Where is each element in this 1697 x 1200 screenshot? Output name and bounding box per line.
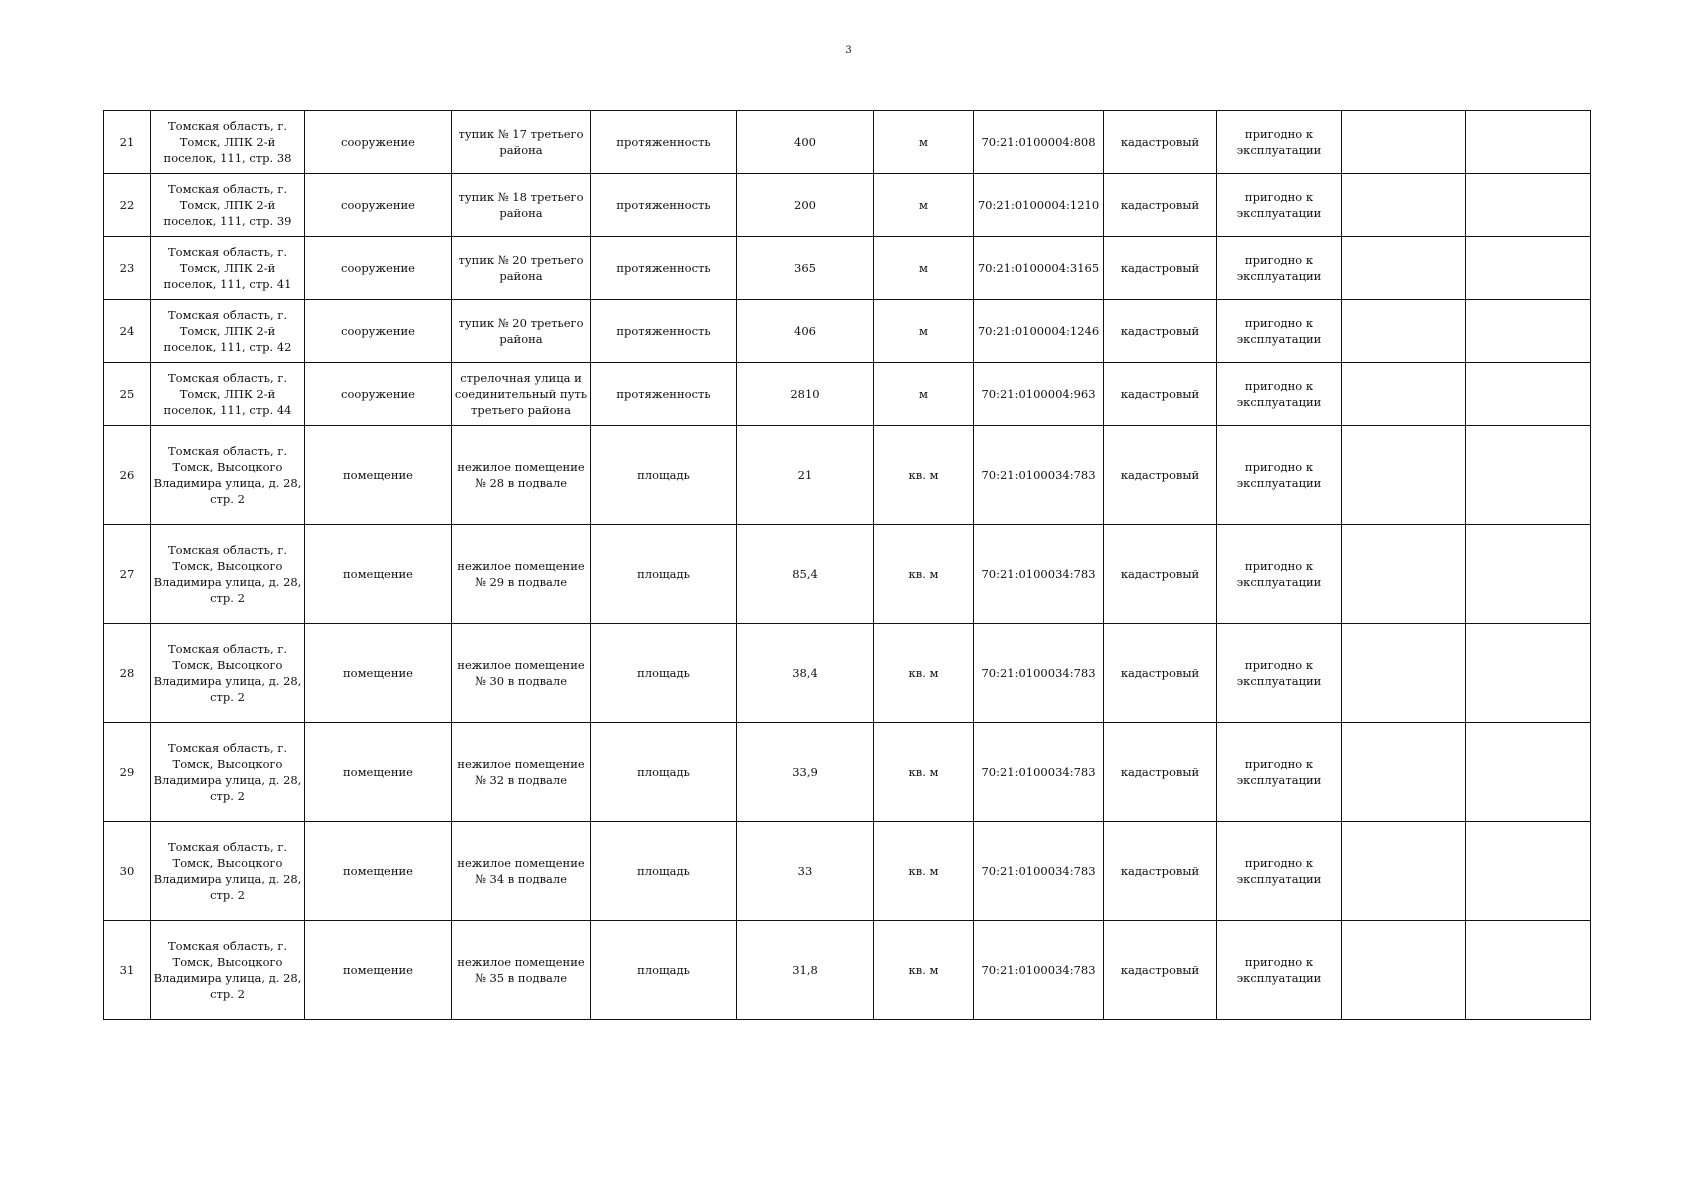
cell-address: Томская область, г. Томск, ЛПК 2-й поселок, 111, стр. 42 — [151, 300, 305, 363]
table-row — [104, 174, 1591, 237]
cell-object-name: нежилое помещение № 35 в подвале — [452, 921, 591, 1020]
cell-row-number: 24 — [104, 300, 151, 363]
cell-empty-1 — [1342, 525, 1466, 624]
cell-unit: кв. м — [874, 723, 974, 822]
cell-parameter: площадь — [591, 624, 737, 723]
cell-address: Томская область, г. Томск, Высоцкого Владимира улица, д. 28, стр. 2 — [151, 426, 305, 525]
cell-unit: м — [874, 363, 974, 426]
cell-number-type: кадастровый — [1104, 363, 1217, 426]
cell-parameter: протяженность — [591, 174, 737, 237]
cell-condition: пригодно к эксплуатации — [1217, 426, 1342, 525]
cell-object-name: стрелочная улица и соединительный путь третьего района — [452, 363, 591, 426]
cell-cadastral-number: 70:21:0100004:1246 — [974, 300, 1104, 363]
cell-condition: пригодно к эксплуатации — [1217, 624, 1342, 723]
cell-unit: кв. м — [874, 426, 974, 525]
cell-parameter: протяженность — [591, 300, 737, 363]
cell-address: Томская область, г. Томск, Высоцкого Владимира улица, д. 28, стр. 2 — [151, 624, 305, 723]
cell-number-type: кадастровый — [1104, 624, 1217, 723]
cell-object-type: помещение — [305, 624, 452, 723]
property-registry-table — [103, 110, 1591, 1020]
cell-cadastral-number: 70:21:0100034:783 — [974, 525, 1104, 624]
page-number: 3 — [845, 45, 852, 56]
cell-object-type: сооружение — [305, 237, 452, 300]
cell-empty-2 — [1466, 237, 1591, 300]
cell-address: Томская область, г. Томск, ЛПК 2-й поселок, 111, стр. 41 — [151, 237, 305, 300]
cell-object-name: тупик № 18 третьего района — [452, 174, 591, 237]
cell-cadastral-number: 70:21:0100034:783 — [974, 822, 1104, 921]
cell-number-type: кадастровый — [1104, 426, 1217, 525]
cell-object-name: тупик № 20 третьего района — [452, 300, 591, 363]
cell-row-number: 30 — [104, 822, 151, 921]
cell-value: 400 — [737, 111, 874, 174]
cell-row-number: 22 — [104, 174, 151, 237]
cell-number-type: кадастровый — [1104, 822, 1217, 921]
cell-cadastral-number: 70:21:0100004:808 — [974, 111, 1104, 174]
cell-empty-2 — [1466, 624, 1591, 723]
cell-address: Томская область, г. Томск, ЛПК 2-й поселок, 111, стр. 38 — [151, 111, 305, 174]
cell-number-type: кадастровый — [1104, 525, 1217, 624]
cell-empty-2 — [1466, 363, 1591, 426]
cell-parameter: протяженность — [591, 237, 737, 300]
cell-value: 33 — [737, 822, 874, 921]
cell-address: Томская область, г. Томск, ЛПК 2-й поселок, 111, стр. 39 — [151, 174, 305, 237]
cell-empty-1 — [1342, 300, 1466, 363]
cell-address: Томская область, г. Томск, Высоцкого Владимира улица, д. 28, стр. 2 — [151, 525, 305, 624]
cell-object-type: помещение — [305, 426, 452, 525]
cell-unit: м — [874, 300, 974, 363]
cell-object-name: нежилое помещение № 29 в подвале — [452, 525, 591, 624]
cell-empty-2 — [1466, 921, 1591, 1020]
cell-value: 200 — [737, 174, 874, 237]
cell-row-number: 23 — [104, 237, 151, 300]
cell-object-name: нежилое помещение № 32 в подвале — [452, 723, 591, 822]
table-row — [104, 300, 1591, 363]
cell-cadastral-number: 70:21:0100034:783 — [974, 426, 1104, 525]
cell-object-type: помещение — [305, 822, 452, 921]
table-row — [104, 822, 1591, 921]
cell-row-number: 29 — [104, 723, 151, 822]
cell-parameter: площадь — [591, 426, 737, 525]
table-row — [104, 624, 1591, 723]
cell-value: 85,4 — [737, 525, 874, 624]
cell-value: 31,8 — [737, 921, 874, 1020]
cell-cadastral-number: 70:21:0100034:783 — [974, 723, 1104, 822]
cell-condition: пригодно к эксплуатации — [1217, 921, 1342, 1020]
cell-parameter: протяженность — [591, 111, 737, 174]
cell-condition: пригодно к эксплуатации — [1217, 822, 1342, 921]
cell-empty-2 — [1466, 111, 1591, 174]
cell-unit: м — [874, 174, 974, 237]
cell-unit: м — [874, 111, 974, 174]
cell-empty-1 — [1342, 426, 1466, 525]
cell-cadastral-number: 70:21:0100034:783 — [974, 624, 1104, 723]
cell-parameter: площадь — [591, 921, 737, 1020]
cell-object-type: помещение — [305, 921, 452, 1020]
cell-cadastral-number: 70:21:0100004:3165 — [974, 237, 1104, 300]
cell-empty-1 — [1342, 363, 1466, 426]
table-body — [104, 111, 1591, 1020]
cell-number-type: кадастровый — [1104, 921, 1217, 1020]
cell-unit: кв. м — [874, 822, 974, 921]
cell-row-number: 26 — [104, 426, 151, 525]
cell-empty-1 — [1342, 822, 1466, 921]
cell-object-name: тупик № 17 третьего района — [452, 111, 591, 174]
cell-object-name: нежилое помещение № 28 в подвале — [452, 426, 591, 525]
cell-number-type: кадастровый — [1104, 174, 1217, 237]
cell-empty-1 — [1342, 624, 1466, 723]
cell-empty-2 — [1466, 525, 1591, 624]
cell-object-name: нежилое помещение № 30 в подвале — [452, 624, 591, 723]
cell-unit: м — [874, 237, 974, 300]
cell-address: Томская область, г. Томск, Высоцкого Владимира улица, д. 28, стр. 2 — [151, 822, 305, 921]
cell-condition: пригодно к эксплуатации — [1217, 525, 1342, 624]
cell-number-type: кадастровый — [1104, 237, 1217, 300]
cell-condition: пригодно к эксплуатации — [1217, 174, 1342, 237]
cell-object-name: тупик № 20 третьего района — [452, 237, 591, 300]
cell-address: Томская область, г. Томск, Высоцкого Владимира улица, д. 28, стр. 2 — [151, 921, 305, 1020]
cell-value: 365 — [737, 237, 874, 300]
cell-parameter: протяженность — [591, 363, 737, 426]
table-row — [104, 237, 1591, 300]
cell-number-type: кадастровый — [1104, 300, 1217, 363]
cell-address: Томская область, г. Томск, Высоцкого Владимира улица, д. 28, стр. 2 — [151, 723, 305, 822]
cell-empty-2 — [1466, 174, 1591, 237]
cell-row-number: 21 — [104, 111, 151, 174]
cell-empty-2 — [1466, 426, 1591, 525]
cell-empty-2 — [1466, 822, 1591, 921]
cell-number-type: кадастровый — [1104, 723, 1217, 822]
table-row — [104, 426, 1591, 525]
cell-parameter: площадь — [591, 525, 737, 624]
cell-cadastral-number: 70:21:0100034:783 — [974, 921, 1104, 1020]
cell-cadastral-number: 70:21:0100004:963 — [974, 363, 1104, 426]
cell-condition: пригодно к эксплуатации — [1217, 237, 1342, 300]
cell-value: 21 — [737, 426, 874, 525]
cell-parameter: площадь — [591, 822, 737, 921]
cell-address: Томская область, г. Томск, ЛПК 2-й поселок, 111, стр. 44 — [151, 363, 305, 426]
cell-cadastral-number: 70:21:0100004:1210 — [974, 174, 1104, 237]
table-row — [104, 921, 1591, 1020]
cell-empty-2 — [1466, 300, 1591, 363]
cell-object-type: сооружение — [305, 363, 452, 426]
cell-condition: пригодно к эксплуатации — [1217, 723, 1342, 822]
cell-row-number: 27 — [104, 525, 151, 624]
table-row — [104, 363, 1591, 426]
cell-number-type: кадастровый — [1104, 111, 1217, 174]
cell-empty-1 — [1342, 921, 1466, 1020]
table-row — [104, 723, 1591, 822]
cell-value: 38,4 — [737, 624, 874, 723]
cell-empty-1 — [1342, 111, 1466, 174]
cell-parameter: площадь — [591, 723, 737, 822]
cell-empty-1 — [1342, 723, 1466, 822]
cell-condition: пригодно к эксплуатации — [1217, 300, 1342, 363]
cell-value: 2810 — [737, 363, 874, 426]
cell-value: 406 — [737, 300, 874, 363]
cell-object-type: сооружение — [305, 174, 452, 237]
cell-unit: кв. м — [874, 525, 974, 624]
cell-object-type: сооружение — [305, 300, 452, 363]
cell-unit: кв. м — [874, 921, 974, 1020]
cell-row-number: 31 — [104, 921, 151, 1020]
table-row — [104, 525, 1591, 624]
cell-unit: кв. м — [874, 624, 974, 723]
cell-object-type: помещение — [305, 723, 452, 822]
cell-empty-2 — [1466, 723, 1591, 822]
cell-condition: пригодно к эксплуатации — [1217, 363, 1342, 426]
cell-object-type: сооружение — [305, 111, 452, 174]
cell-object-type: помещение — [305, 525, 452, 624]
table-row — [104, 111, 1591, 174]
cell-empty-1 — [1342, 174, 1466, 237]
cell-empty-1 — [1342, 237, 1466, 300]
cell-row-number: 28 — [104, 624, 151, 723]
cell-condition: пригодно к эксплуатации — [1217, 111, 1342, 174]
cell-row-number: 25 — [104, 363, 151, 426]
cell-value: 33,9 — [737, 723, 874, 822]
cell-object-name: нежилое помещение № 34 в подвале — [452, 822, 591, 921]
